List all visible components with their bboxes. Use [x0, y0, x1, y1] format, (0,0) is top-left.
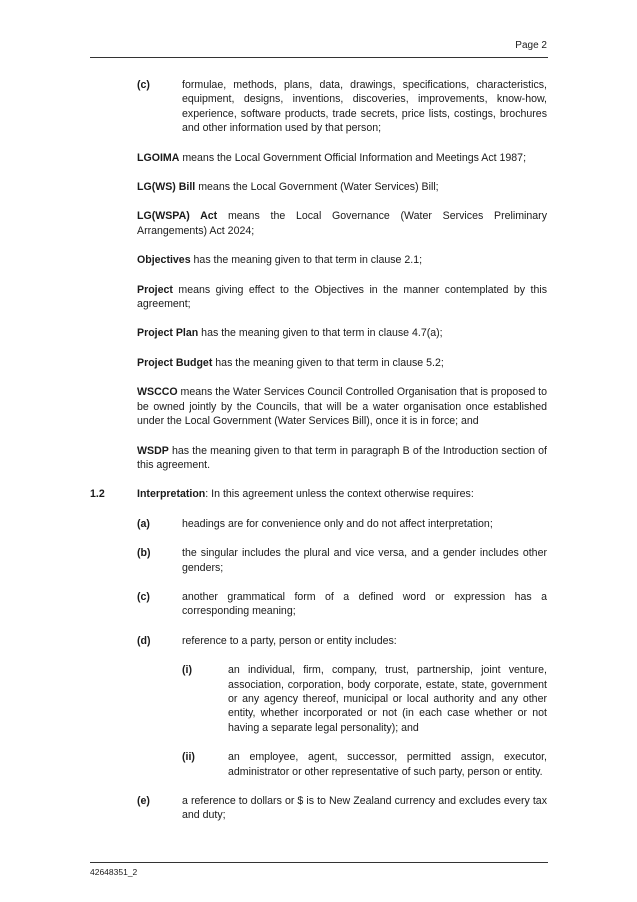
defined-term: WSDP	[137, 444, 169, 457]
subitem-text: an individual, firm, company, trust, partnership, joint venture, association, corporation, body corporate, estate, state, government or any agency thereof, municipal or local authority and any other entity, whether incorporated or not (in each case whether or not having a separate legal personality); and	[228, 664, 547, 734]
item-text: another grammatical form of a defined word or expression has a corresponding meaning;	[182, 590, 547, 618]
defined-term: Project Plan	[137, 327, 199, 340]
item-label: (d)	[137, 634, 151, 647]
definition-text: means the Local Government Official Information and Meetings Act 1987;	[179, 151, 527, 164]
interpretation-item-b	[0, 546, 637, 575]
item-label: (c)	[137, 79, 150, 91]
clause-intro: : In this agreement unless the context otherwise requires:	[205, 488, 474, 501]
defined-term: LG(WS) Bill	[137, 181, 196, 194]
item-label: (b)	[137, 547, 151, 560]
definition-text: means the Local Governance (Water Services Preliminary Arrangements) Act 2024;	[137, 210, 548, 237]
defined-term: Project Budget	[137, 356, 213, 369]
subitem-label: (ii)	[182, 751, 195, 764]
item-label: (c)	[137, 590, 150, 603]
item-text: reference to a party, person or entity includes:	[182, 634, 397, 647]
definition-project-plan	[137, 326, 547, 340]
definition-text: means giving effect to the Objectives in the manner contemplated by this agreement;	[137, 283, 547, 311]
definition-objectives	[137, 253, 547, 267]
item-text: formulae, methods, plans, data, drawings, specifications, characteristics, equipment, designs, inventions, discoveries, improvements, know-how, experience, software products, trade secrets, price lists, costings, brochures and other information used by that person;	[182, 79, 547, 135]
definition-lgws-bill	[137, 180, 547, 194]
definition-text: has the meaning given to that term in clause 5.2;	[212, 356, 444, 369]
header-rule	[90, 57, 548, 58]
definition-lgoima	[137, 151, 547, 165]
clause-1-2	[0, 487, 637, 501]
interpretation-subitem-i	[0, 663, 637, 735]
defined-term: LGOIMA	[137, 151, 180, 164]
clause-heading-line	[137, 487, 547, 501]
definition-text: has the meaning given to that term in clause 2.1;	[190, 254, 423, 267]
item-label: (e)	[137, 795, 150, 807]
definition-text: means the Local Government (Water Services) Bill;	[195, 181, 439, 194]
definition-text: has the meaning given to that term in paragraph B of the Introduction section of this agreement.	[137, 444, 547, 471]
definition-project	[137, 283, 547, 312]
definition-item-c	[0, 78, 637, 136]
footer-rule	[90, 862, 548, 863]
definition-lgwspa-act	[137, 209, 547, 238]
interpretation-item-d	[0, 634, 637, 648]
definition-text: means the Water Services Council Controlled Organisation that is proposed to be owned jointly by the Councils, that will be a water organisation once established under the Local Government (Water Services Bill), once it is in force; and	[137, 386, 548, 428]
definition-text: has the meaning given to that term in clause 4.7(a);	[198, 327, 443, 340]
item-text: a reference to dollars or $ is to New Zealand currency and excludes every tax and duty;	[182, 795, 547, 822]
defined-term: Project	[137, 283, 173, 296]
item-label: (a)	[137, 517, 150, 530]
item-text: headings are for convenience only and do not affect interpretation;	[182, 517, 493, 530]
defined-term: WSCCO	[137, 386, 178, 399]
clause-heading: Interpretation	[137, 488, 206, 501]
definition-project-budget	[137, 356, 547, 370]
definition-wsdp	[137, 444, 547, 473]
definition-wscco	[137, 385, 547, 428]
document-reference: 42648351_2	[90, 867, 138, 877]
interpretation-item-c	[0, 590, 637, 619]
item-text: the singular includes the plural and vice versa, and a gender includes other genders;	[182, 547, 547, 574]
defined-term: Objectives	[137, 254, 191, 267]
defined-term: LG(WSPA) Act	[137, 210, 218, 223]
document-body	[0, 78, 637, 823]
interpretation-item-e	[0, 794, 637, 823]
page-number: Page 2	[515, 40, 547, 51]
subitem-text: an employee, agent, successor, permitted assign, executor, administrator or other representative of such party, person or entity.	[228, 751, 547, 778]
clause-number: 1.2	[90, 488, 105, 501]
interpretation-subitem-ii	[0, 750, 637, 779]
subitem-label: (i)	[182, 664, 192, 677]
interpretation-item-a	[0, 517, 637, 531]
